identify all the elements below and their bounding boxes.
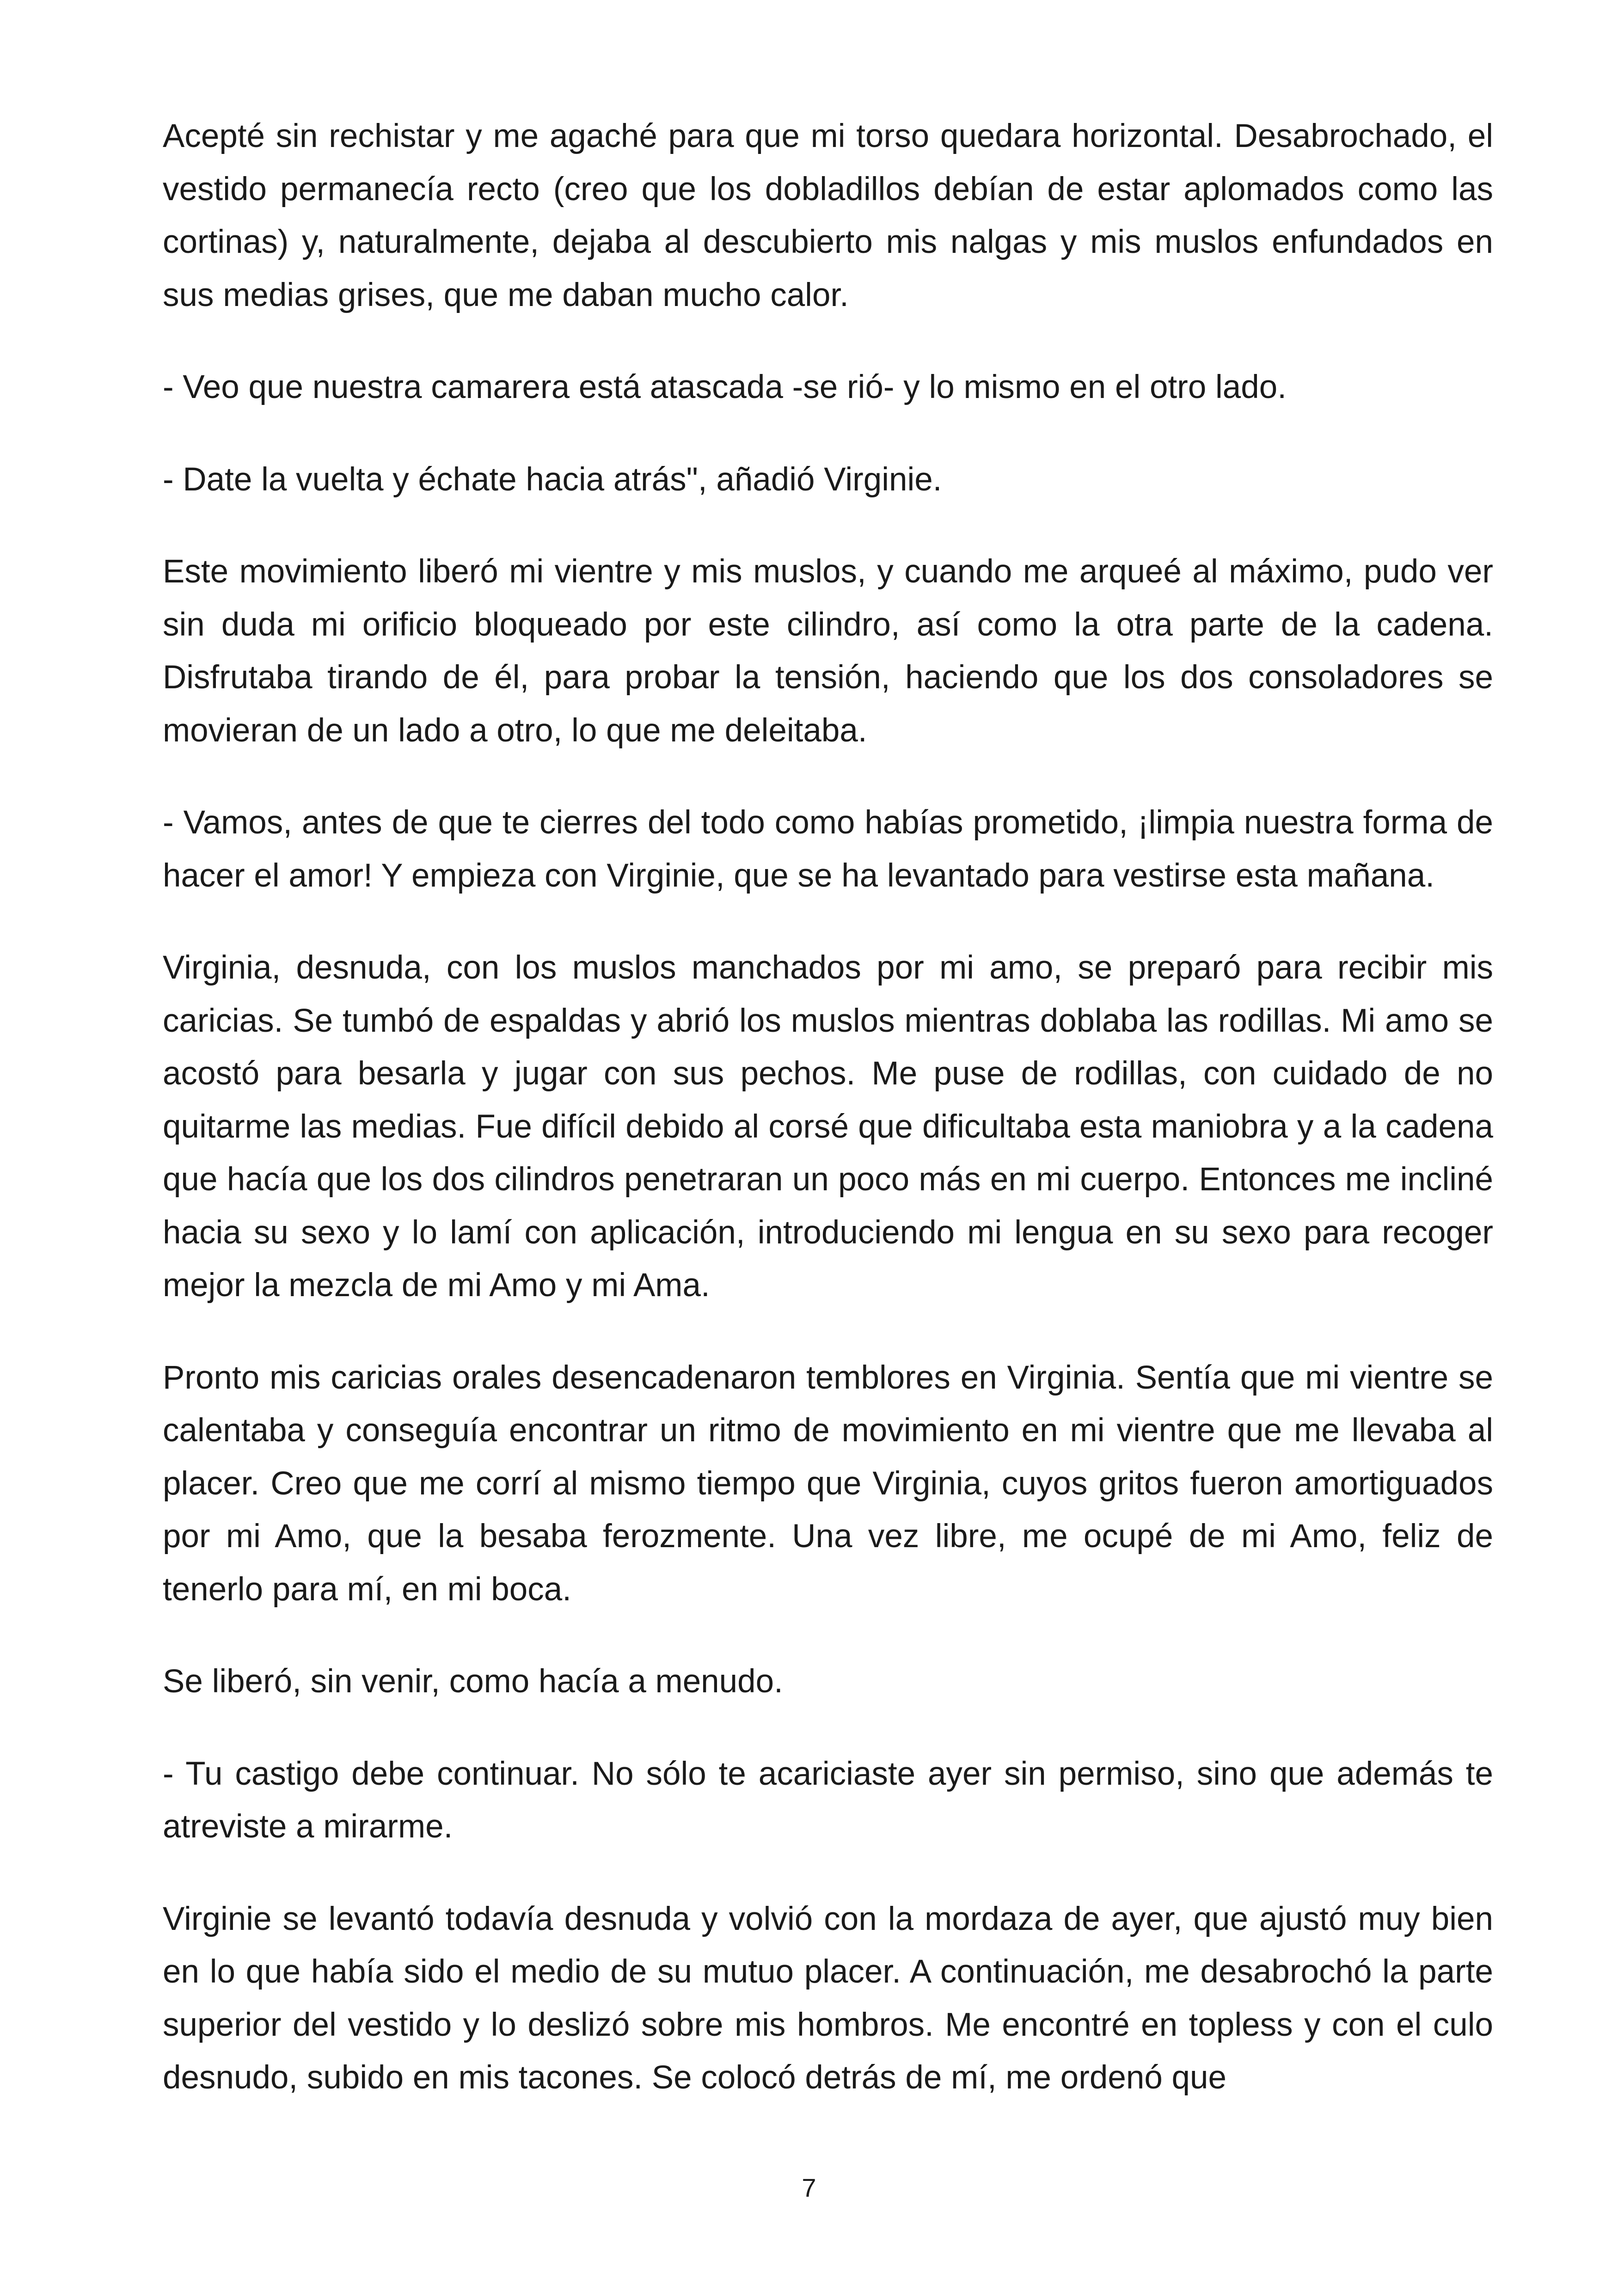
- paragraph-7: Pronto mis caricias orales desencadenaron temblores en Virginia. Sentía que mi vientre se calentaba y conseguía encontrar un ritmo de movimiento en mi vientre que me llevaba al placer. Creo que me corrí al mismo tiempo que Virginia, cuyos gritos fueron amortiguados por mi Amo, que la besaba ferozmente. Una vez libre, me ocupé de mi Amo, feliz de tenerlo para mí, en mi boca.: [163, 1359, 1493, 1608]
- paragraph-1: Acepté sin rechistar y me agaché para que mi torso quedara horizontal. Desabrochado, el vestido permanecía recto (creo que los dobladillos debían de estar aplomados como las cortinas) y, naturalmente, dejaba al descubierto mis nalgas y mis muslos enfundados en sus medias grises, que me daban mucho calor.: [163, 118, 1493, 313]
- paragraph-6: Virginia, desnuda, con los muslos manchados por mi amo, se preparó para recibir mis caricias. Se tumbó de espaldas y abrió los muslos mientras doblaba las rodillas. Mi amo se acostó para besarla y jugar con sus pechos. Me puse de rodillas, con cuidado de no quitarme las medias. Fue difícil debido al corsé que dificultaba esta maniobra y a la cadena que hacía que los dos cilindros penetraran un poco más en mi cuerpo. Entonces me incliné hacia su sexo y lo lamí con aplicación, introduciendo mi lengua en su sexo para recoger mejor la mezcla de mi Amo y mi Ama.: [163, 949, 1493, 1304]
- paragraph-4: Este movimiento liberó mi vientre y mis muslos, y cuando me arqueé al máximo, pudo ver sin duda mi orificio bloqueado por este cilindro, así como la otra parte de la cadena. Disfrutaba tirando de él, para probar la tensión, haciendo que los dos consoladores se movieran de un lado a otro, lo que me deleitaba.: [163, 553, 1493, 749]
- paragraph-5: - Vamos, antes de que te cierres del todo como habías prometido, ¡limpia nuestra forma de hacer el amor! Y empieza con Virginie, que se ha levantado para vestirse esta mañana.: [163, 804, 1493, 894]
- paragraph-3: - Date la vuelta y échate hacia atrás", añadió Virginie.: [163, 461, 942, 498]
- paragraph-2: - Veo que nuestra camarera está atascada -se rió- y lo mismo en el otro lado.: [163, 369, 1287, 405]
- body-text: [163, 110, 1493, 2144]
- paragraph-10: Virginie se levantó todavía desnuda y volvió con la mordaza de ayer, que ajustó muy bien en lo que había sido el medio de su mutuo placer. A continuación, me desabrochó la parte superior del vestido y lo deslizó sobre mis hombros. Me encontré en topless y con el culo desnudo, subido en mis tacones. Se colocó detrás de mí, me ordenó que: [163, 1900, 1493, 2096]
- paragraph-8: Se liberó, sin venir, como hacía a menudo.: [163, 1663, 783, 1700]
- paragraph-9: - Tu castigo debe continuar. No sólo te acariciaste ayer sin permiso, sino que además te atreviste a mirarme.: [163, 1755, 1493, 1845]
- page-number: 7: [802, 2173, 816, 2202]
